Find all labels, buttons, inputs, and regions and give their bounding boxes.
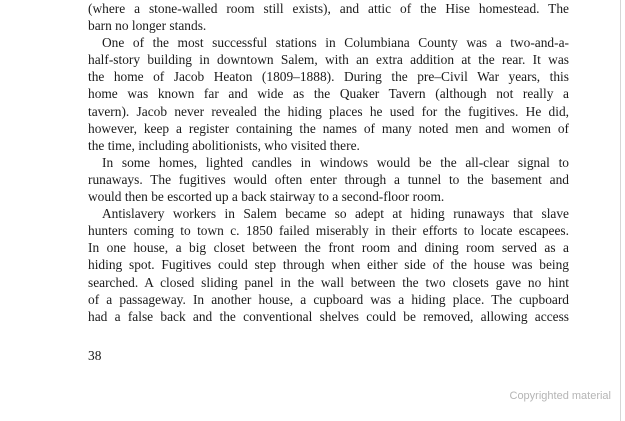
paragraph-4	[88, 205, 569, 325]
text-line: had a false back and the conventional shelves could be removed, allowing access	[88, 308, 569, 324]
paragraph-1	[88, 0, 569, 34]
text-line: hiding spot. Fugitives could step through when either side of the house was being	[88, 257, 569, 273]
text-line: hunters coming to town c. 1850 failed miserably in their efforts to locate escapees.	[88, 223, 569, 239]
text-line: In one house, a big closet between the front room and dining room served as a	[88, 240, 569, 256]
text-line: barn no longer stands.	[88, 18, 207, 34]
text-line: of a passageway. In another house, a cupboard was a hiding place. The cupboard	[88, 291, 569, 307]
text-line: searched. A closed sliding panel in the wall between the two closets gave no hint	[88, 274, 569, 290]
text-line: half-story building in downtown Salem, with an extra addition at the rear. It was	[88, 52, 569, 68]
page-edge-divider	[620, 0, 621, 421]
text-line: runaways. The fugitives would often enter through a tunnel to the basement and	[88, 171, 569, 187]
text-line: Antislavery workers in Salem became so adept at hiding runaways that slave	[102, 206, 569, 222]
text-line: the time, including abolitionists, who visited there.	[88, 137, 360, 153]
text-line: tavern). Jacob never revealed the hiding places he used for the fugitives. He did,	[88, 103, 569, 119]
text-line: the home of Jacob Heaton (1809–1888). During the pre–Civil War years, this	[88, 69, 569, 85]
paragraph-3	[88, 154, 569, 205]
page-number: 38	[88, 348, 102, 363]
text-line: however, keep a register containing the names of many noted men and women of	[88, 120, 569, 136]
paragraph-2	[88, 34, 569, 154]
copyright-watermark: Copyrighted material	[509, 390, 611, 402]
text-line: (where a stone-walled room still exists), and attic of the Hise homestead. The	[88, 1, 569, 16]
text-line: In some homes, lighted candles in windows would be the all-clear signal to	[102, 154, 569, 170]
text-line: One of the most successful stations in Columbiana County was a two-and-a-	[102, 35, 569, 51]
body-text	[88, 0, 569, 325]
text-line: would then be escorted up a back stairway to a second-floor room.	[88, 189, 445, 205]
text-line: home was known far and wide as the Quaker Tavern (although not really a	[88, 86, 569, 102]
